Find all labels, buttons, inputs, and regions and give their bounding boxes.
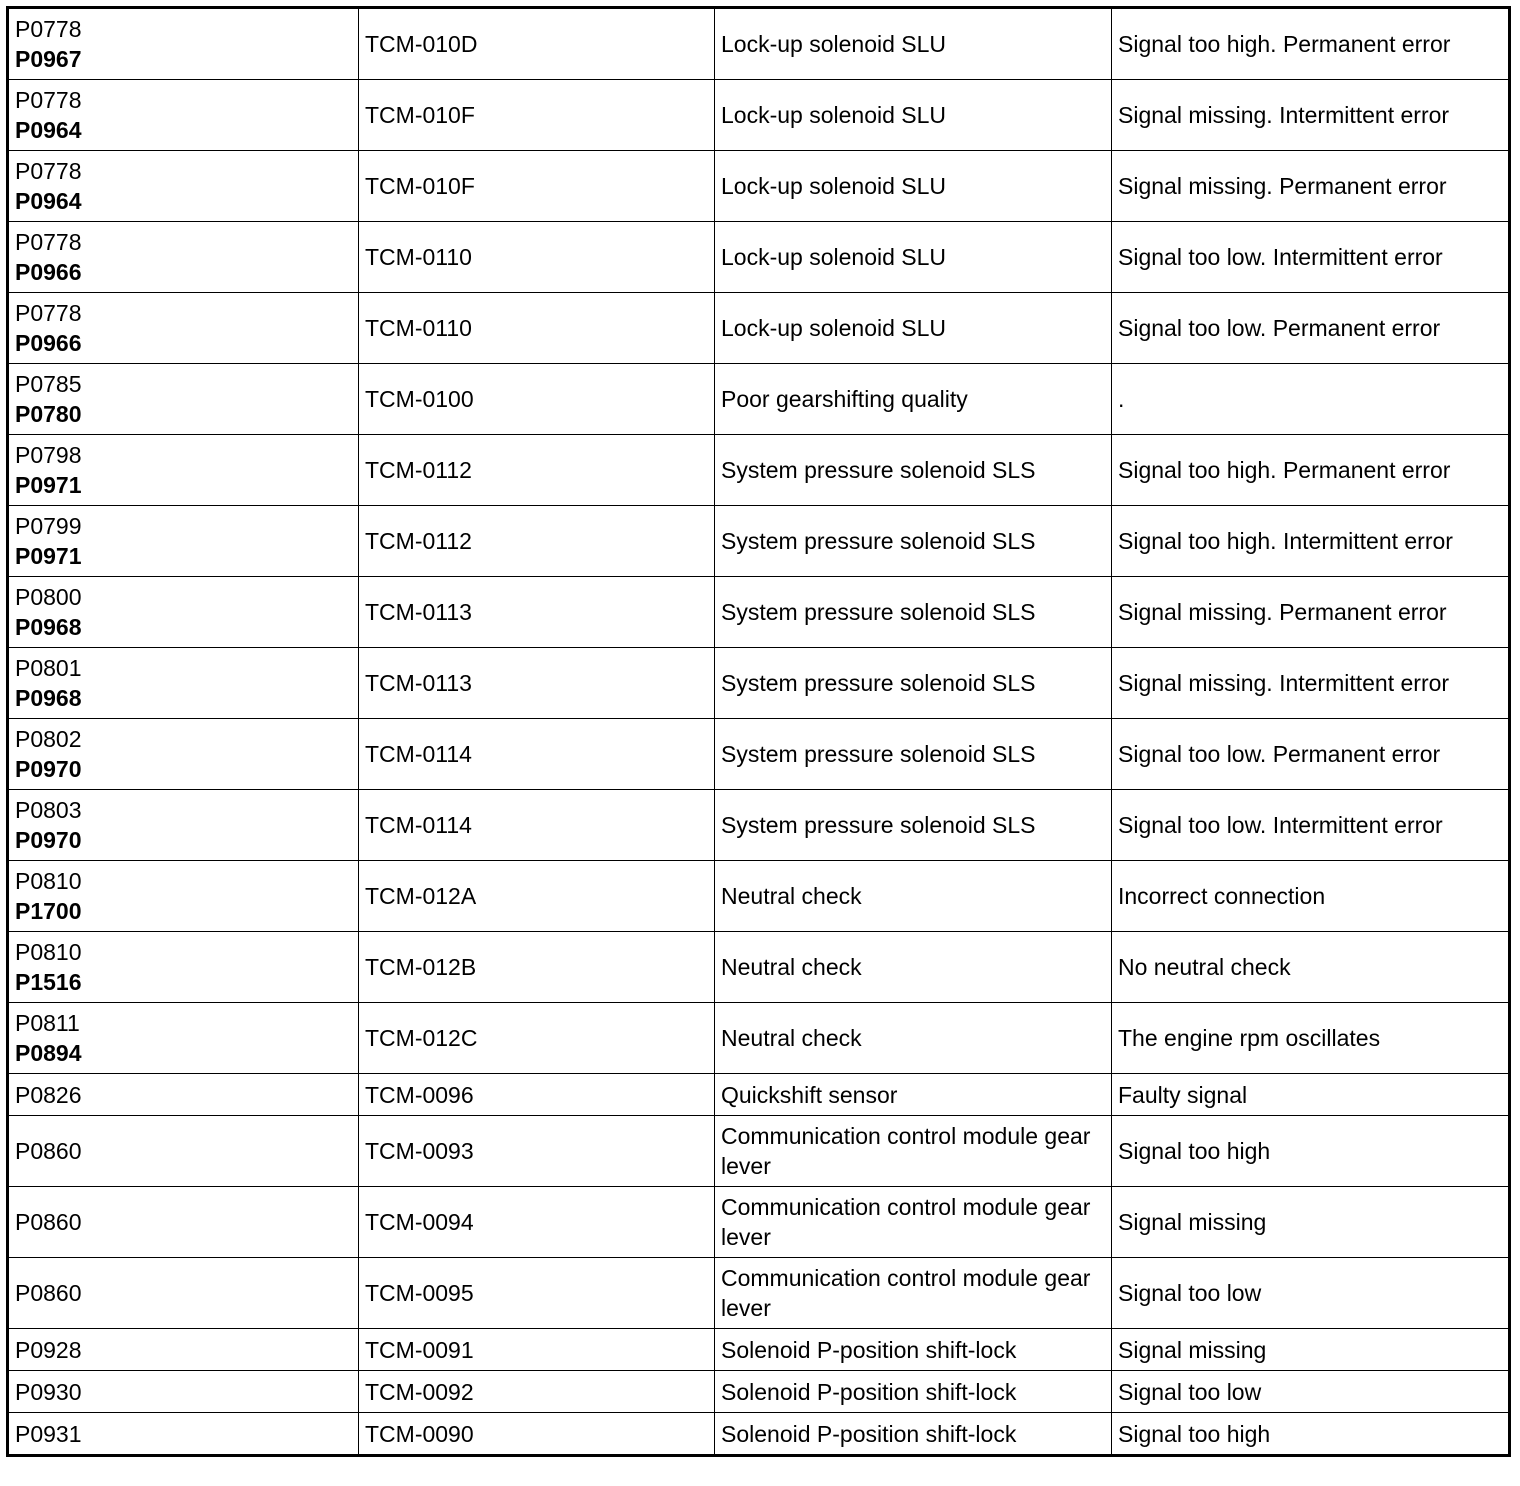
code-cell [8, 1003, 359, 1074]
component-cell: Communication control module gear lever [715, 1116, 1112, 1187]
obd-code: P0810 [15, 868, 82, 894]
tcm-code-cell: TCM-012A [359, 861, 715, 932]
table-row [8, 1187, 1510, 1258]
tcm-code-cell: TCM-0114 [359, 719, 715, 790]
code-cell [8, 293, 359, 364]
tcm-code-cell: TCM-0091 [359, 1329, 715, 1371]
tcm-code-cell: TCM-012B [359, 932, 715, 1003]
tcm-code-cell: TCM-0110 [359, 222, 715, 293]
description-cell: Signal too low [1112, 1371, 1510, 1413]
code-cell [8, 790, 359, 861]
obd-code: P0799 [15, 513, 82, 539]
code-cell [8, 222, 359, 293]
component-cell: Lock-up solenoid SLU [715, 293, 1112, 364]
alt-code: P0970 [15, 756, 82, 782]
description-cell: Signal too low. Permanent error [1112, 719, 1510, 790]
component-cell: Neutral check [715, 932, 1112, 1003]
alt-code: P0966 [15, 330, 82, 356]
description-cell: Signal too high. Permanent error [1112, 435, 1510, 506]
alt-code: P0971 [15, 543, 82, 569]
table-row [8, 80, 1510, 151]
alt-code: P0964 [15, 117, 82, 143]
component-cell: Communication control module gear lever [715, 1187, 1112, 1258]
description-cell: Signal missing [1112, 1329, 1510, 1371]
table-row [8, 506, 1510, 577]
tcm-code-cell: TCM-0095 [359, 1258, 715, 1329]
tcm-code-cell: TCM-0094 [359, 1187, 715, 1258]
table-row [8, 1074, 1510, 1116]
component-cell: Lock-up solenoid SLU [715, 151, 1112, 222]
table-row [8, 1371, 1510, 1413]
component-cell: Solenoid P-position shift-lock [715, 1413, 1112, 1456]
table-row [8, 861, 1510, 932]
table-row [8, 648, 1510, 719]
table-row [8, 1413, 1510, 1456]
description-cell: Signal too low. Intermittent error [1112, 790, 1510, 861]
component-cell: System pressure solenoid SLS [715, 648, 1112, 719]
code-cell [8, 932, 359, 1003]
component-cell: System pressure solenoid SLS [715, 790, 1112, 861]
obd-code: P0810 [15, 939, 82, 965]
description-cell: Signal missing [1112, 1187, 1510, 1258]
table-row [8, 719, 1510, 790]
tcm-code-cell: TCM-0090 [359, 1413, 715, 1456]
tcm-code-cell: TCM-010F [359, 151, 715, 222]
table-row [8, 293, 1510, 364]
description-cell: Signal missing. Intermittent error [1112, 648, 1510, 719]
description-cell: Signal too high. Intermittent error [1112, 506, 1510, 577]
code-cell: P0860 [8, 1258, 359, 1329]
code-cell: P0928 [8, 1329, 359, 1371]
obd-code: P0802 [15, 726, 82, 752]
code-cell: P0930 [8, 1371, 359, 1413]
obd-code: P0798 [15, 442, 82, 468]
alt-code: P0967 [15, 46, 82, 72]
description-cell: Signal missing. Permanent error [1112, 577, 1510, 648]
tcm-code-cell: TCM-0112 [359, 435, 715, 506]
code-cell: P0860 [8, 1187, 359, 1258]
table-row [8, 364, 1510, 435]
description-cell: . [1112, 364, 1510, 435]
code-cell [8, 577, 359, 648]
dtc-table-body [8, 8, 1510, 1456]
obd-code: P0778 [15, 87, 82, 113]
obd-code: P0800 [15, 584, 82, 610]
description-cell: Signal too low. Permanent error [1112, 293, 1510, 364]
component-cell: Poor gearshifting quality [715, 364, 1112, 435]
alt-code: P0971 [15, 472, 82, 498]
table-row [8, 790, 1510, 861]
description-cell: Signal too high. Permanent error [1112, 8, 1510, 80]
code-cell: P0860 [8, 1116, 359, 1187]
code-cell [8, 861, 359, 932]
component-cell: System pressure solenoid SLS [715, 435, 1112, 506]
tcm-code-cell: TCM-0113 [359, 648, 715, 719]
code-cell [8, 364, 359, 435]
description-cell: Signal too high [1112, 1413, 1510, 1456]
obd-code: P0778 [15, 158, 82, 184]
obd-code: P0778 [15, 229, 82, 255]
description-cell: Signal too high [1112, 1116, 1510, 1187]
component-cell: Neutral check [715, 1003, 1112, 1074]
obd-code: P0785 [15, 371, 82, 397]
obd-code: P0778 [15, 16, 82, 42]
description-cell: The engine rpm oscillates [1112, 1003, 1510, 1074]
code-cell [8, 719, 359, 790]
tcm-code-cell: TCM-0114 [359, 790, 715, 861]
table-row [8, 222, 1510, 293]
component-cell: Communication control module gear lever [715, 1258, 1112, 1329]
code-cell [8, 151, 359, 222]
table-row [8, 932, 1510, 1003]
code-cell [8, 435, 359, 506]
description-cell: Signal too low. Intermittent error [1112, 222, 1510, 293]
component-cell: Lock-up solenoid SLU [715, 80, 1112, 151]
code-cell [8, 8, 359, 80]
tcm-code-cell: TCM-0100 [359, 364, 715, 435]
tcm-code-cell: TCM-012C [359, 1003, 715, 1074]
alt-code: P1516 [15, 969, 82, 995]
alt-code: P0780 [15, 401, 82, 427]
component-cell: Solenoid P-position shift-lock [715, 1371, 1112, 1413]
alt-code: P0966 [15, 259, 82, 285]
description-cell: Incorrect connection [1112, 861, 1510, 932]
code-cell: P0826 [8, 1074, 359, 1116]
description-cell: Signal missing. Intermittent error [1112, 80, 1510, 151]
description-cell: Faulty signal [1112, 1074, 1510, 1116]
description-cell: Signal missing. Permanent error [1112, 151, 1510, 222]
component-cell: Solenoid P-position shift-lock [715, 1329, 1112, 1371]
dtc-table [6, 6, 1511, 1457]
alt-code: P0968 [15, 614, 82, 640]
obd-code: P0803 [15, 797, 82, 823]
alt-code: P0970 [15, 827, 82, 853]
tcm-code-cell: TCM-010D [359, 8, 715, 80]
tcm-code-cell: TCM-0112 [359, 506, 715, 577]
component-cell: Quickshift sensor [715, 1074, 1112, 1116]
tcm-code-cell: TCM-0092 [359, 1371, 715, 1413]
component-cell: Lock-up solenoid SLU [715, 222, 1112, 293]
table-row [8, 151, 1510, 222]
table-row [8, 1116, 1510, 1187]
table-row [8, 8, 1510, 80]
table-row [8, 1329, 1510, 1371]
tcm-code-cell: TCM-0093 [359, 1116, 715, 1187]
code-cell [8, 648, 359, 719]
alt-code: P0964 [15, 188, 82, 214]
component-cell: Neutral check [715, 861, 1112, 932]
obd-code: P0778 [15, 300, 82, 326]
description-cell: Signal too low [1112, 1258, 1510, 1329]
obd-code: P0811 [15, 1010, 80, 1036]
component-cell: System pressure solenoid SLS [715, 506, 1112, 577]
tcm-code-cell: TCM-0113 [359, 577, 715, 648]
code-cell [8, 506, 359, 577]
table-row [8, 577, 1510, 648]
tcm-code-cell: TCM-0096 [359, 1074, 715, 1116]
alt-code: P1700 [15, 898, 82, 924]
tcm-code-cell: TCM-010F [359, 80, 715, 151]
code-cell [8, 80, 359, 151]
component-cell: System pressure solenoid SLS [715, 719, 1112, 790]
alt-code: P0968 [15, 685, 82, 711]
description-cell: No neutral check [1112, 932, 1510, 1003]
code-cell: P0931 [8, 1413, 359, 1456]
obd-code: P0801 [15, 655, 82, 681]
alt-code: P0894 [15, 1040, 82, 1066]
component-cell: Lock-up solenoid SLU [715, 8, 1112, 80]
table-row [8, 1258, 1510, 1329]
table-row [8, 435, 1510, 506]
component-cell: System pressure solenoid SLS [715, 577, 1112, 648]
table-row [8, 1003, 1510, 1074]
tcm-code-cell: TCM-0110 [359, 293, 715, 364]
